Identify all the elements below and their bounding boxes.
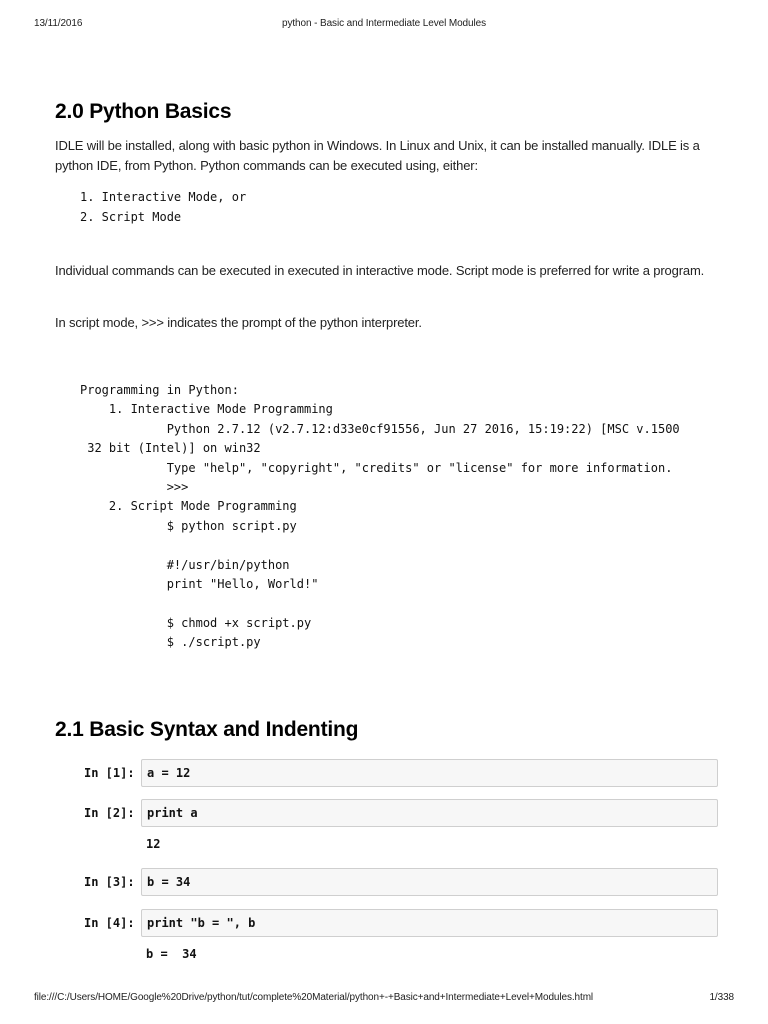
execution-modes-list: [80, 187, 246, 227]
page-number: 1/338: [709, 992, 734, 1003]
prompt-note-paragraph: In script mode, >>> indicates the prompt of the python interpreter.: [55, 315, 422, 330]
print-date: 13/11/2016: [34, 18, 83, 29]
intro-paragraph: IDLE will be installed, along with basic python in Windows. In Linux and Unix, it can be installed manually. IDLE is a python IDE, from Python. Python commands can be executed using, either:: [55, 138, 700, 173]
cell-prompt: In [2]:: [84, 806, 135, 820]
interactive-mode-paragraph: Individual commands can be executed in executed in interactive mode. Script mode is preferred for write a program.: [55, 263, 705, 278]
cell-output: 12: [146, 837, 161, 851]
print-header: [34, 18, 734, 29]
cell-input[interactable]: print a: [141, 799, 718, 827]
list-item: 2. Script Mode: [80, 210, 182, 224]
cell-prompt: In [3]:: [84, 875, 135, 889]
cell-input[interactable]: b = 34: [141, 868, 718, 896]
print-footer: [34, 992, 734, 1003]
cell-prompt: In [1]:: [84, 766, 135, 780]
section-heading-python-basics: 2.0 Python Basics: [55, 100, 232, 123]
print-title: python - Basic and Intermediate Level Modules: [282, 18, 486, 29]
cell-input[interactable]: print "b = ", b: [141, 909, 718, 937]
section-heading-basic-syntax: 2.1 Basic Syntax and Indenting: [55, 718, 359, 741]
cell-input[interactable]: a = 12: [141, 759, 718, 787]
list-item: 1. Interactive Mode, or: [80, 190, 247, 204]
programming-code-block: Programming in Python: 1. Interactive Mode Programming Python 2.7.12 (v2.7.12:d33e0cf91556, Jun 27 2016, 15:19:22) [MSC v.1500 32 bit (Intel)] on win32 Type "help", "copyright", "credits" or "license" for more information. >>> 2. Script Mode Programming $ python script.py #!/usr/bin/python print "Hello, World!" $ chmod +x script.py $ ./script.py: [80, 383, 680, 650]
file-url: file:///C:/Users/HOME/Google%20Drive/python/tut/complete%20Material/python+-+Basic+and+Intermediate+Level+Modules.html: [34, 992, 594, 1003]
cell-prompt: In [4]:: [84, 916, 135, 930]
cell-output: b = 34: [146, 947, 197, 961]
